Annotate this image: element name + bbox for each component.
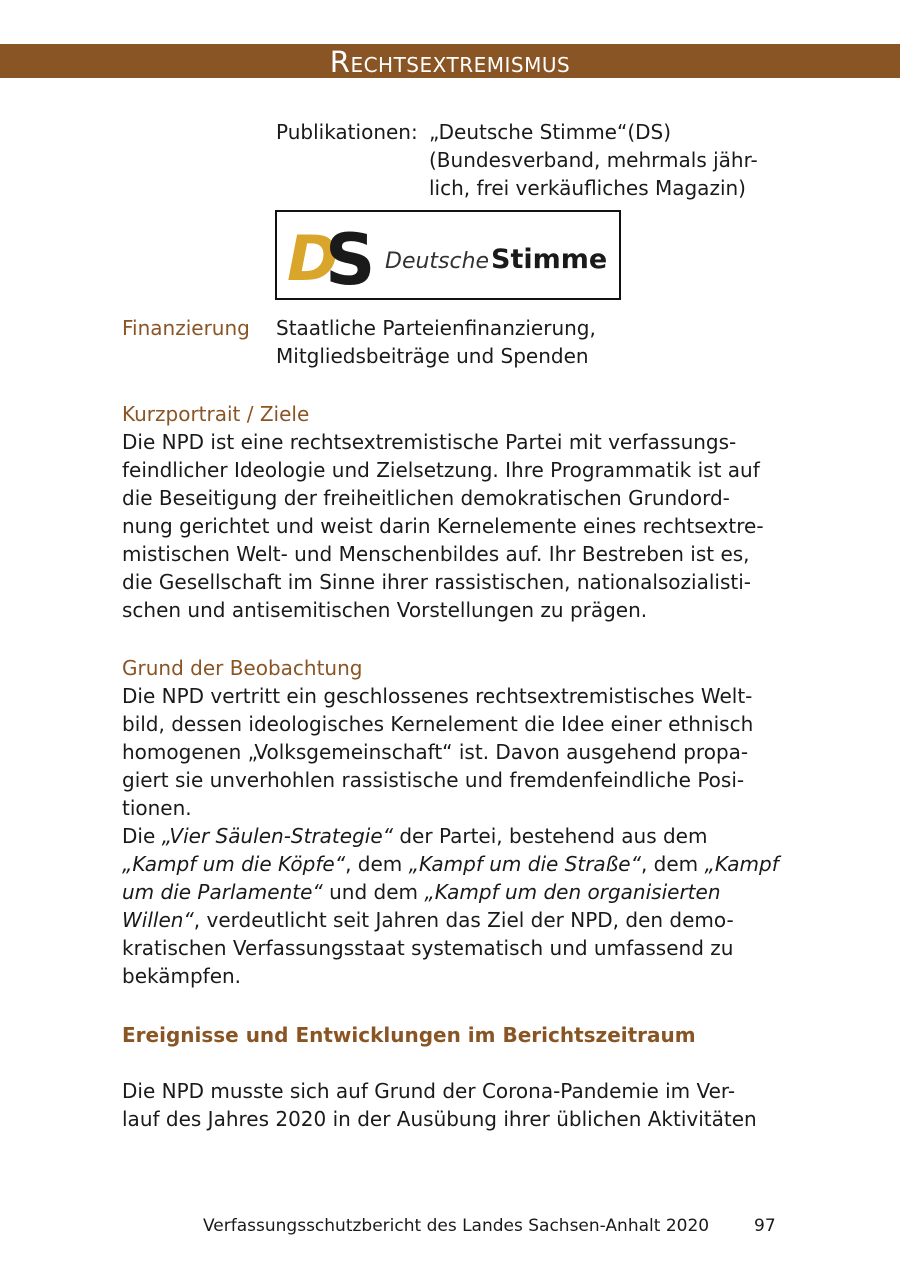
observation-line: giert sie unverhohlen rassistische und fremdenfeindliche Posi- [122, 768, 745, 792]
events-section [122, 1021, 802, 1133]
portrait-line: nung gerichtet und weist darin Kernelemente eines rechtsextre- [122, 514, 764, 538]
strategy-line [122, 850, 802, 878]
events-line: Die NPD musste sich auf Grund der Corona-Pandemie im Ver- [122, 1079, 736, 1103]
italic-run: „Vier Säulen-Strategie“ [161, 824, 393, 848]
text-run: der Partei, bestehend aus dem [393, 824, 708, 848]
events-line: lauf des Jahres 2020 in der Ausübung ihrer üblichen Aktivitäten [122, 1107, 757, 1131]
publications-label: Publikationen: [276, 120, 418, 144]
portrait-line: Die NPD ist eine rechtsextremistische Partei mit verfassungs- [122, 430, 737, 454]
financing-text [276, 314, 776, 370]
financing-line: Staatliche Parteienfinanzierung, [276, 316, 596, 340]
text-run: Die [122, 824, 162, 848]
text-run: und dem [322, 880, 425, 904]
publications-text [429, 118, 789, 202]
text-run: , dem [345, 852, 409, 876]
chapter-title: Rechtsextremismus [329, 45, 571, 78]
chapter-header-band [0, 44, 900, 78]
strategy-line: bekämpfen. [122, 964, 242, 988]
portrait-line: feindlicher Ideologie und Zielsetzung. Ihre Programmatik ist auf [122, 458, 760, 482]
italic-run: „Kampf um die Straße“ [408, 852, 641, 876]
portrait-line: die Beseitigung der freiheitlichen demokratischen Grundord- [122, 486, 730, 510]
logo-word-deutsche: Deutsche [385, 249, 490, 274]
strategy-line [122, 822, 802, 850]
deutsche-stimme-logo [275, 210, 621, 300]
observation-line: tionen. [122, 796, 192, 820]
ds-logo-graphic [277, 212, 619, 298]
page-number: 97 [754, 1216, 776, 1236]
observation-line: homogenen „Volksgemeinschaft“ ist. Davon ausgehend propa- [122, 740, 749, 764]
text-run: , verdeutlicht seit Jahren das Ziel der NPD, den demo- [193, 908, 734, 932]
italic-run: um die Parlamente“ [122, 880, 323, 904]
portrait-heading: Kurzportrait / Ziele [122, 402, 310, 426]
financing-line: Mitgliedsbeiträge und Spenden [276, 344, 589, 368]
observation-heading: Grund der Beobachtung [122, 656, 363, 680]
italic-run: „Kampf um die Köpfe“ [122, 852, 346, 876]
italic-run: „Kampf [704, 852, 779, 876]
observation-section [122, 654, 802, 990]
observation-line: bild, dessen ideologisches Kernelement die Idee einer ethnisch [122, 712, 754, 736]
publications-line: (Bundesverband, mehrmals jähr- [429, 148, 758, 172]
italic-run: Willen“ [122, 908, 194, 932]
strategy-line: kratischen Verfassungsstaat systematisch und umfassend zu [122, 936, 734, 960]
logo-letter-d: D [287, 222, 339, 295]
logo-letter-s: S [325, 219, 376, 298]
events-heading: Ereignisse und Entwicklungen im Berichtszeitraum [122, 1023, 696, 1047]
strategy-line [122, 878, 802, 906]
publications-line: „Deutsche Stimme“(DS) [429, 120, 672, 144]
text-run: , dem [640, 852, 705, 876]
italic-run: „Kampf um den organisierten [424, 880, 721, 904]
logo-word-stimme: Stimme [491, 244, 608, 275]
financing-label: Finanzierung [122, 316, 250, 340]
spacer [122, 1049, 802, 1077]
publications-line: lich, frei verkäufliches Magazin) [429, 176, 746, 200]
observation-line: Die NPD vertritt ein geschlossenes rechtsextremistisches Welt- [122, 684, 753, 708]
portrait-section [122, 400, 802, 624]
footer-text: Verfassungsschutzbericht des Landes Sachsen-Anhalt 2020 [203, 1216, 710, 1236]
portrait-line: schen und antisemitischen Vorstellungen zu prägen. [122, 598, 648, 622]
strategy-line [122, 906, 802, 934]
portrait-line: mistischen Welt- und Menschenbildes auf. Ihr Bestreben ist es, [122, 542, 750, 566]
portrait-line: die Gesellschaft im Sinne ihrer rassistischen, nationalsozialisti- [122, 570, 752, 594]
